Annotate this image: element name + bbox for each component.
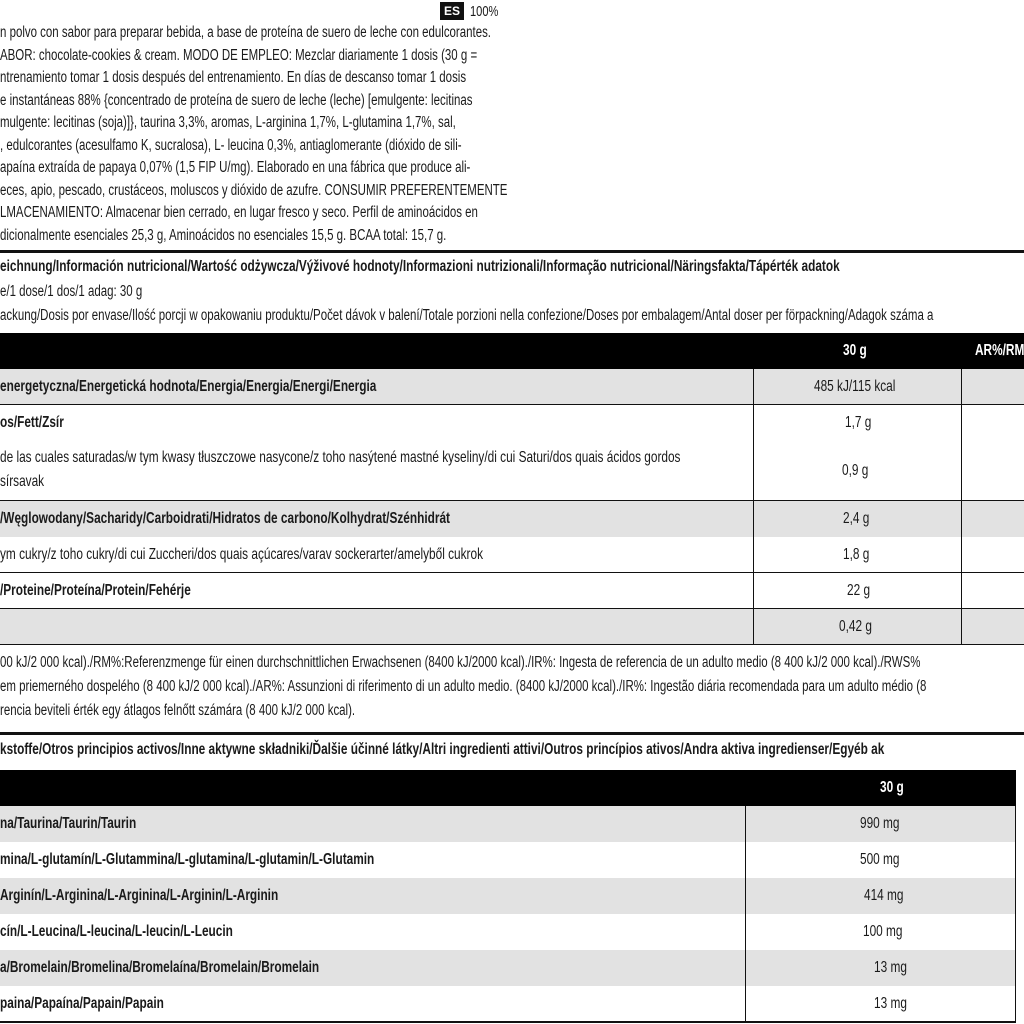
row-label: energetyczna/Energetická hodnota/Energia/Energia/Energi/Energia [0, 378, 377, 395]
row-label: cín/L-Leucina/L-leucina/L-leucin/L-Leucin [0, 923, 233, 940]
description-line: LMACENAMIENTO: Almacenar bien cerrado, en lugar fresco y seco. Perfil de aminoácidos en [0, 204, 478, 221]
column-divider [961, 369, 962, 644]
row-value: 485 kJ/115 kcal [814, 378, 896, 395]
row-value: 0,42 g [839, 618, 872, 635]
footnote-line: rencia beviteli érték egy átlagos felnőtt számára (8 400 kJ/2 000 kcal). [0, 702, 356, 719]
col-amount-label: 30 g [880, 779, 904, 796]
row-label: paina/Papaína/Papain/Papain [0, 995, 164, 1012]
row-value: 1,8 g [843, 546, 870, 563]
table-row [0, 441, 1024, 500]
col-amount-label: 30 g [843, 342, 867, 359]
table-row [0, 573, 1024, 609]
col-ri-label: AR%/RM [975, 342, 1024, 359]
row-label: /Węglowodany/Sacharidy/Carboidrati/Hidratos de carbono/Kolhydrat/Szénhidrát [0, 510, 450, 527]
row-border [0, 644, 1024, 645]
row-label: de las cuales saturadas/w tym kwasy tłuszczowe nasycone/z toho nasýtené mastné kyseliny/di cui Saturi/dos quais ácidos gordos [0, 449, 681, 466]
row-value: 1,7 g [845, 414, 872, 431]
row-label: a/Bromelain/Bromelina/Bromelaína/Bromelain/Bromelain [0, 959, 320, 976]
actives-title: kstoffe/Otros principios activos/Inne aktywne składniki/Ďalšie účinné látky/Altri ingredienti attivi/Outros princípios ativos/Andra aktiva ingredienser/Egyéb ak [0, 741, 885, 758]
row-label-continued: sírsavak [0, 473, 45, 490]
row-border [0, 404, 1024, 405]
row-label: mina/L-glutamín/L-Glutammina/L-glutamina/L-glutamin/L-Glutamin [0, 851, 375, 868]
row-label: os/Fett/Zsír [0, 414, 64, 431]
section-divider [0, 732, 1024, 735]
row-label: na/Taurina/Taurin/Taurin [0, 815, 137, 832]
table-row [0, 369, 1024, 405]
row-border [0, 608, 1024, 609]
row-value: 13 mg [874, 959, 907, 976]
nutrition-table-header [0, 333, 1024, 369]
footnote-line: 00 kJ/2 000 kcal)./RM%:Referenzmenge für einen durchschnittlichen Erwachsenen (8400 kJ/2000 kcal)./IR%: Ingesta de referencia de un adulto medio (8 400 kJ/2 000 kcal)./RWS% [0, 654, 921, 671]
description-line: mulgente: lecitinas (soja)]}, taurina 3,3%, aromas, L-arginina 1,7%, L-glutamina 1,7%, sal, [0, 114, 456, 131]
description-line: e instantáneas 88% {concentrado de proteína de suero de leche (leche) [emulgente: lecitinas [0, 91, 473, 109]
actives-table-header [0, 770, 1016, 806]
table-row [0, 806, 1016, 842]
description-line: n polvo con sabor para preparar bebida, a base de proteína de suero de leche con edulcorantes. [0, 24, 492, 41]
row-value: 22 g [847, 582, 871, 599]
table-row [0, 537, 1024, 573]
table-row [0, 950, 1016, 986]
percent-label: 100% [470, 3, 499, 20]
row-border [0, 500, 1024, 501]
table-row [0, 842, 1016, 878]
description-line: eces, apio, pescado, crustáceos, moluscos y dióxido de azufre. CONSUMIR PREFERENTEMENTE [0, 181, 508, 199]
column-divider [745, 806, 746, 1022]
dose-line: e/1 dose/1 dos/1 adag: 30 g [0, 283, 143, 300]
row-value: 2,4 g [843, 510, 870, 527]
row-border [0, 1021, 1016, 1023]
table-row [0, 986, 1016, 1022]
column-divider [1015, 806, 1016, 1022]
row-value: 414 mg [864, 887, 904, 904]
row-label: ym cukry/z toho cukry/di cui Zuccheri/dos quais açúcares/varav sockerarter/amelyből cukrok [0, 546, 483, 563]
row-border [0, 572, 1024, 573]
row-value: 0,9 g [842, 462, 869, 479]
row-label: /Proteine/Proteína/Protein/Fehérje [0, 582, 191, 599]
column-divider [753, 369, 754, 644]
language-badge: ES [440, 2, 464, 20]
row-value: 13 mg [874, 995, 907, 1012]
table-row [0, 878, 1016, 914]
table-row [0, 609, 1024, 644]
row-value: 990 mg [860, 815, 900, 832]
description-line: , edulcorantes (acesulfamo K, sucralosa), L- leucina 0,3%, antiaglomerante (dióxido de sili- [0, 136, 462, 154]
servings-line: ackung/Dosis por envase/Ilość porcji w opakowaniu produktu/Počet dávok v balení/Totale porzioni nella confezione/Doses por embalagem/Antal doser per förpackning/Adagok száma a [0, 307, 934, 324]
description-line: apaína extraída de papaya 0,07% (1,5 FIP U/mg). Elaborado en una fábrica que produce ali- [0, 159, 471, 176]
description-line: ABOR: chocolate-cookies & cream. MODO DE EMPLEO: Mezclar diariamente 1 dosis (30 g = [0, 46, 478, 64]
nutrition-title: eichnung/Información nutricional/Wartość odżywcza/Výživové hodnoty/Informazioni nutrizionali/Informação nutricional/Näringsfakta/Tápérték adatok [0, 258, 840, 275]
section-divider [0, 250, 1024, 253]
row-value: 500 mg [860, 851, 900, 868]
description-line: ntrenamiento tomar 1 dosis después del entrenamiento. En días de descanso tomar 1 dosis [0, 69, 467, 86]
footnote-line: em priemerného dospelého (8 400 kJ/2 000 kcal)./AR%: Assunzioni di riferimento di un adulto medio. (8400 kJ/2000 kcal)./IR%: Ingestão diária recomendada para um adulto médio (8 [0, 678, 927, 695]
table-row [0, 405, 1024, 441]
row-value: 100 mg [863, 923, 903, 940]
row-label: Arginín/L-Arginina/L-Arginina/L-Arginin/L-Arginin [0, 887, 279, 904]
table-row [0, 914, 1016, 950]
table-row [0, 500, 1024, 537]
description-line: dicionalmente esenciales 25,3 g, Aminoácidos no esenciales 15,5 g. BCAA total: 15,7 g. [0, 226, 447, 244]
